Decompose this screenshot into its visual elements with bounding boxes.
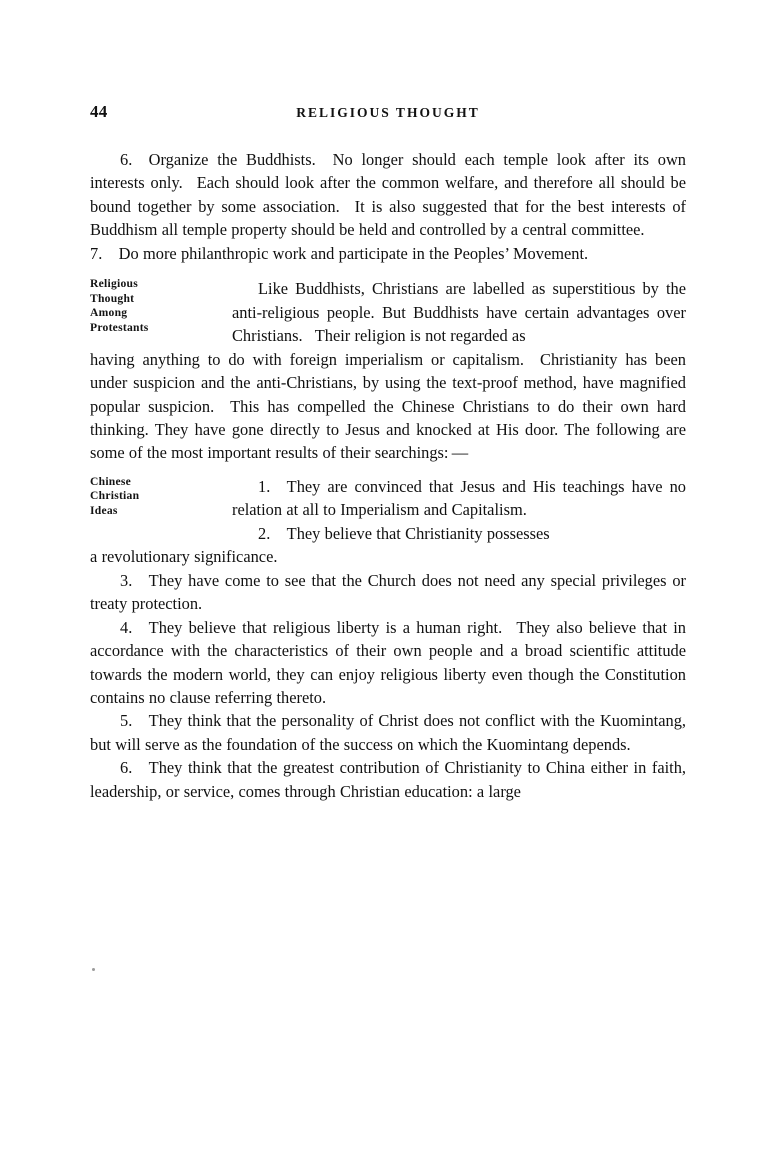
section-spacer — [90, 465, 686, 475]
sidenote-line: Christian — [90, 489, 140, 503]
paragraph-item-4: 4. They believe that religious liberty is a human right. They also believe that in accordance with the characteristics of their own people and a broad scientific attitude towards the modern world, they can enjoy religious liberty even though the Constitution contains no clause referring thereto. — [90, 617, 686, 707]
paragraph-item-2-lead: 2. They believe that Christianity possesses — [258, 523, 550, 543]
paragraph-item-6: 6. Organize the Buddhists. No longer should each temple look after its own interests only. Each should look after the common welfare, and therefore all should be bound together by some association. It is also suggested that for the best interests of Buddhism all temple property should be held and controlled by a central committee. — [90, 150, 686, 240]
sidenote-line: Protestants — [90, 321, 149, 335]
sidenote-line: Ideas — [90, 504, 118, 518]
section-spacer — [90, 265, 686, 277]
paragraph-item-1: 1. They are convinced that Jesus and His teachings have no relation at all to Imperialism and Capitalism. — [232, 476, 686, 520]
page-header — [90, 101, 684, 123]
paragraph-item-7: 7. Do more philanthropic work and participate in the Peoples’ Movement. — [90, 243, 589, 263]
section-religious-thought-among-protestants — [90, 277, 686, 465]
sidenote-line: Religious — [90, 277, 138, 291]
running-head: RELIGIOUS THOUGHT — [296, 105, 480, 120]
paragraph-protestants-continuation: having anything to do with foreign imperialism or capitalism. Christianity has been under suspicion and the anti-Christians, by using the text-proof method, have magnified popular suspicion. This has compelled the Chinese Christians to do their own hard thinking. They have gone directly to Jesus and knocked at His door. The following are some of the most important results of their searchings: — — [90, 349, 686, 463]
paragraph-item-6b: 6. They think that the greatest contribution of Christianity to China either in faith, leadership, or service, comes through Christian education: a large — [90, 758, 686, 801]
sidenote-chinese-christian-ideas — [90, 475, 230, 519]
paragraph-protestants-opening: Like Buddhists, Christians are labelled as superstitious by the anti-religious people. But Buddhists have certain advantages over Christians. Their religion is not regarded as — [232, 279, 686, 346]
sidenote-religious-thought-among-protestants — [90, 277, 230, 335]
sidenote-line: Chinese — [90, 474, 132, 488]
section-chinese-christian-ideas — [90, 475, 686, 569]
paragraph-item-5: 5. They think that the personality of Christ does not conflict with the Kuomintang, but will serve as the foundation of the success on which the Kuomintang depends. — [90, 711, 686, 754]
paragraph-item-3: 3. They have come to see that the Church does not need any special privileges or treaty protection. — [90, 570, 686, 614]
scan-speck — [92, 968, 95, 971]
paragraph-item-2-tail: a revolutionary significance. — [90, 547, 278, 567]
sidenote-line: Among — [90, 306, 128, 320]
page-number: 44 — [90, 102, 108, 121]
page-body — [90, 148, 686, 803]
sidenote-line: Thought — [90, 291, 135, 305]
